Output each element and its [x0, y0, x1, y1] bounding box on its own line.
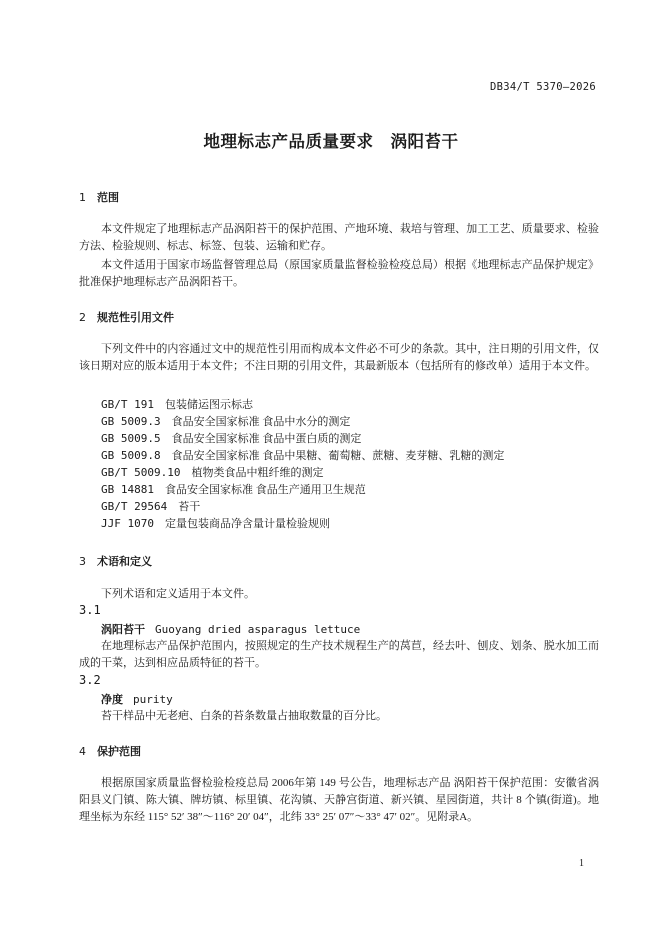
reference-item: GB/T 29564 苔干 [101, 500, 201, 513]
section-title: 规范性引用文件 [97, 311, 174, 324]
document-number: DB34/T 5370—2026 [490, 81, 596, 93]
reference-item: GB/T 191 包装储运图示标志 [101, 398, 253, 411]
section-1-paragraph-2: 本文件适用于国家市场监督管理总局（原国家质量监督检验检疫总局）根据《地理标志产品保护规定》批准保护地理标志产品涡阳苔干。 [79, 259, 599, 288]
reference-item: GB/T 5009.10 植物类食品中粗纤维的测定 [101, 466, 324, 479]
reference-item: GB 5009.5 食品安全国家标准 食品中蛋白质的测定 [101, 432, 362, 445]
term-definition: 在地理标志产品保护范围内，按照规定的生产技术规程生产的莴苣，经去叶、刨皮、划条、脱水加工而成的干菜，达到相应品质特征的苔干。 [79, 640, 599, 669]
reference-item: GB 14881 食品安全国家标准 食品生产通用卫生规范 [101, 483, 366, 496]
section-3-heading [79, 553, 152, 569]
page-number: 1 [579, 858, 584, 869]
section-title: 保护范围 [97, 745, 141, 758]
section-4-heading [79, 743, 141, 759]
term-name: 涡阳苔干 Guoyang dried asparagus lettuce [101, 623, 361, 636]
term-name: 净度 purity [101, 693, 173, 706]
reference-item: GB 5009.8 食品安全国家标准 食品中果糖、葡萄糖、蔗糖、麦芽糖、乳糖的测定 [101, 449, 505, 462]
section-number: 2 [79, 311, 86, 324]
term-number: 3.2 [79, 673, 101, 687]
term-english: purity [133, 693, 173, 706]
document-title: 地理标志产品质量要求 涡阳苔干 [203, 132, 459, 151]
section-number: 3 [79, 555, 86, 568]
section-title: 范围 [97, 191, 119, 204]
section-title: 术语和定义 [97, 555, 152, 568]
section-number: 1 [79, 191, 86, 204]
section-number: 4 [79, 745, 86, 758]
reference-item: GB 5009.3 食品安全国家标准 食品中水分的测定 [101, 415, 351, 428]
term-definition: 苔干样品中无老疤、白条的苔条数量占抽取数量的百分比。 [101, 710, 387, 722]
section-2-intro: 下列文件中的内容通过文中的规范性引用而构成本文件必不可少的条款。其中，注日期的引用文件，仅该日期对应的版本适用于本文件；不注日期的引用文件，其最新版本（包括所有的修改单）适用于本文件。 [79, 343, 599, 372]
reference-item: JJF 1070 定量包装商品净含量计量检验规则 [101, 517, 330, 530]
term-number: 3.1 [79, 603, 101, 617]
section-1-heading [79, 189, 119, 205]
term-english: Guoyang dried asparagus lettuce [155, 623, 361, 636]
section-3-intro: 下列术语和定义适用于本文件。 [101, 588, 255, 600]
section-2-heading [79, 309, 174, 325]
section-1-paragraph-1: 本文件规定了地理标志产品涡阳苔干的保护范围、产地环境、栽培与管理、加工工艺、质量要求、检验方法、检验规则、标志、标签、包装、运输和贮存。 [79, 223, 599, 252]
section-4-paragraph-1: 根据原国家质量监督检验检疫总局 2006年第 149 号公告，地理标志产品 涡阳苔干保护范围：安徽省涡阳县义门镇、陈大镇、牌坊镇、标里镇、花沟镇、天静宫街道、新兴镇、星园街道，共计 8 个镇(街道)。地理坐标为东经 115° 52′ 38″～116° 20′ 04″，北纬 33° 25′ 07″～33° 47′ 02″。见附录A。 [79, 777, 599, 823]
